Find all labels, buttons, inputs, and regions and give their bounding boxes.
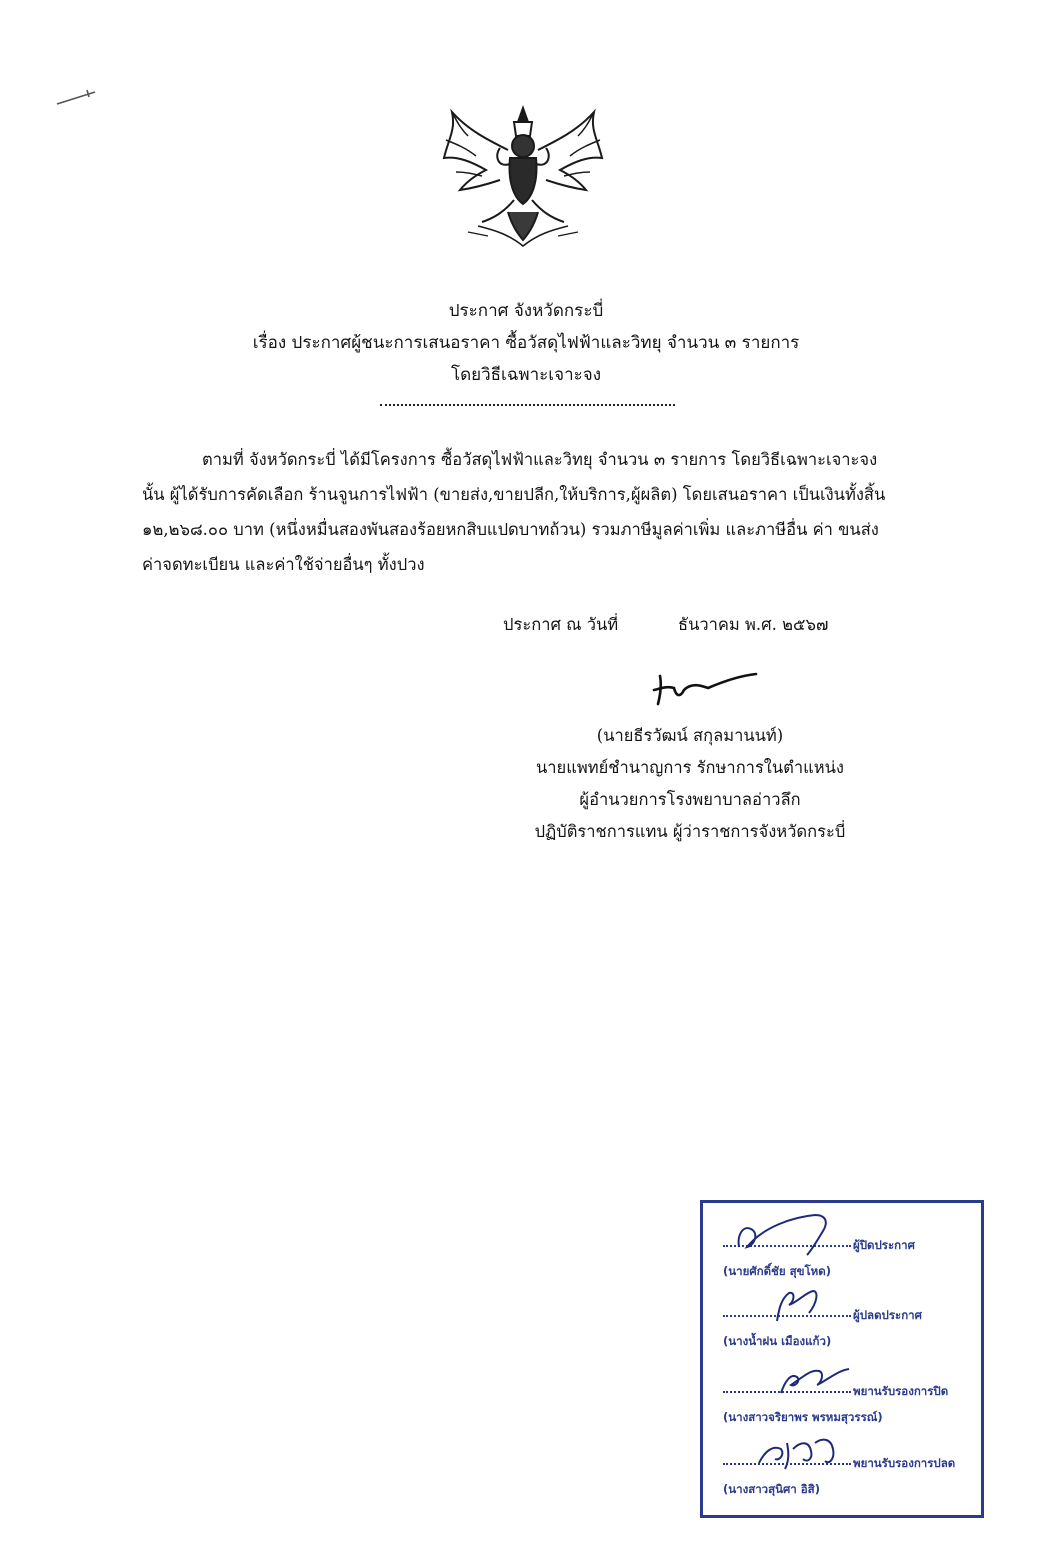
announcement-subject: เรื่อง ประกาศผู้ชนะการเสนอราคา ซื้อวัสดุไฟฟ้าและวิทยุ จำนวน ๓ รายการ bbox=[252, 333, 800, 353]
stamp-role: ผู้ปิดประกาศ bbox=[853, 1238, 915, 1252]
heading-divider bbox=[380, 398, 675, 406]
stamp-role: พยานรับรองการปลด bbox=[853, 1456, 956, 1470]
signature-icon bbox=[733, 1207, 833, 1257]
posting-stamp bbox=[700, 1200, 984, 1518]
signature-icon bbox=[753, 1429, 843, 1473]
signatory-title: นายแพทย์ชำนาญการ รักษาการในตำแหน่ง bbox=[536, 758, 844, 777]
stamp-name: (นางสาวจริยาพร พรหมสุวรรณ์) bbox=[723, 1410, 883, 1424]
signatory-block bbox=[430, 720, 950, 848]
signatory-title: ปฏิบัติราชการแทน ผู้ว่าราชการจังหวัดกระบี่ bbox=[534, 822, 846, 841]
signatory-title: ผู้อำนวยการโรงพยาบาลอ่าวลึก bbox=[579, 790, 801, 809]
body-line: นั้น ผู้ได้รับการคัดเลือก ร้านจูนการไฟฟ้า (ขายส่ง,ขายปลีก,ให้บริการ,ผู้ผลิต) โดยเสนอราคา เป็นเงินทั้งสิ้น bbox=[142, 485, 886, 504]
signature-icon bbox=[777, 1363, 857, 1399]
announcement-date-prefix: ประกาศ ณ วันที่ bbox=[503, 615, 619, 634]
body-line: ตามที่ จังหวัดกระบี่ ได้มีโครงการ ซื้อวัสดุไฟฟ้าและวิทยุ จำนวน ๓ รายการ โดยวิธีเฉพาะเจาะจง bbox=[202, 450, 878, 469]
garuda-emblem-icon bbox=[438, 100, 608, 250]
announcement-method: โดยวิธีเฉพาะเจาะจง bbox=[450, 365, 602, 385]
stamp-role: ผู้ปลดประกาศ bbox=[853, 1308, 922, 1322]
scan-mark-icon bbox=[55, 88, 110, 110]
announcement-title: ประกาศ จังหวัดกระบี่ bbox=[448, 301, 604, 321]
stamp-name: (นายศักดิ์ชัย สุขโหด) bbox=[723, 1264, 831, 1278]
body-line: ค่าจดทะเบียน และค่าใช้จ่ายอื่นๆ ทั้งปวง bbox=[142, 555, 425, 574]
body-line: ๑๒,๒๖๘.๐๐ บาท (หนึ่งหมื่นสองพันสองร้อยหกสิบแปดบาทถ้วน) รวมภาษีมูลค่าเพิ่ม และภาษีอื่น ค่า ขนส่ง bbox=[142, 520, 879, 539]
announcement-date-month-year: ธันวาคม พ.ศ. ๒๕๖๗ bbox=[678, 615, 829, 634]
stamp-name: (นางสาวสุนิศา อิสิ) bbox=[723, 1482, 820, 1496]
signature-icon bbox=[769, 1283, 829, 1327]
stamp-role: พยานรับรองการปิด bbox=[853, 1384, 949, 1398]
stamp-name: (นางน้ำฝน เมืองแก้ว) bbox=[723, 1334, 832, 1348]
signature-icon bbox=[652, 668, 762, 708]
signatory-name: (นายธีรวัฒน์ สกุลมานนท์) bbox=[596, 726, 784, 745]
announcement-body bbox=[142, 442, 922, 582]
